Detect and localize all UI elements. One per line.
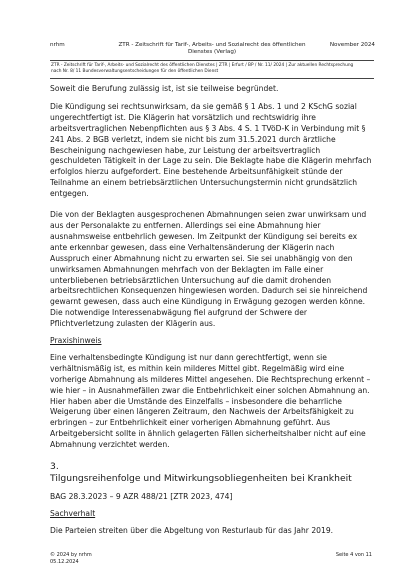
header-journal-title	[118, 42, 306, 56]
paragraph-3: Die von der Beklagten ausgesprochenen Abmahnungen seien zwar unwirksam und aus der Personalakte zu entfernen. Allerdings sei eine Abmahnung hier ausnahmsweise entbehrlich gewesen. Im Zeitpunkt der Kündigung sei bereits ex ante erkennbar gewesen, dass eine Verhaltensänderung der Klägerin nach Ausspruch einer Abmahnung nicht zu erwarten sei. Sie sei unabhängig von den unwirksamen Abmahnungen mehrfach von der Beklagten im Falle einer unterbliebenen betriebsärztlichen Untersuchung auf die damit drohenden arbeitsrechtlichen Konsequenzen hingewiesen worden. Dadurch sei sie hinreichend gewarnt gewesen, dass auch eine Kündigung in Erwägung gezogen werden könne. Die notwendige Interessenabwägung fiel aufgrund der Schwere der Pflichtverletzung zulasten der Klägerin aus.	[50, 210, 368, 329]
praxishinweis-heading: Praxishinweis	[50, 336, 102, 346]
case-reference: BAG 28.3.2023 – 9 AZR 488/21 [ZTR 2023, 474]	[50, 492, 233, 502]
citation-line1: ZTR - Zeitschrift für Tarif-, Arbeits- und Sozialrecht des öffentlichen Dienstes | ZTR | Erfurt / BP / Nr. 11/ 2024 | Zur aktuellen Rechtsprechung	[51, 63, 354, 68]
section-title: Tilgungsreihenfolge und Mitwirkungsobliegenheiten bei Krankheit	[50, 473, 352, 485]
header-journal-line1: ZTR - Zeitschrift für Tarif-, Arbeits- und Sozialrecht des öffentlichen	[118, 42, 306, 48]
citation-line2: nach Nr. 8/ 11 Bundesverwaltungsentscheidungen für den öffentlichen Dienst	[51, 69, 219, 74]
paragraph-2: Die Kündigung sei rechtsunwirksam, da sie gemäß § 1 Abs. 1 und 2 KSchG sozial ungerechtfertigt ist. Die Klägerin hat vorsätzlich und rechtswidrig ihre arbeitsvertraglichen Nebenpflichten aus § 3 Abs. 4 S. 1 TVöD-K in Verbindung mit § 241 Abs. 2 BGB verletzt, indem sie nicht bis zum 31.5.2021 durch ärztliche Bescheinigung nachgewiesen habe, zur Leistung der arbeitsvertraglich geschuldeten Tätigkeit in der Lage zu sein. Die Beklagte habe die Klägerin mehrfach erfolglos hierzu aufgefordert. Eine bestehende Arbeitsunfähigkeit stünde der Teilnahme an einem betriebsärztlichen Untersuchungstermin nicht grundsätzlich entgegen.	[50, 101, 372, 199]
paragraph-1: Soweit die Berufung zulässig ist, ist sie teilweise begründet.	[50, 84, 279, 93]
header-publisher: nrhm	[50, 42, 65, 48]
header-journal-line2: Dienstes (Verlag)	[187, 49, 237, 55]
footer-left	[50, 552, 92, 566]
header-issue-date: November 2024	[329, 42, 375, 48]
citation-box	[50, 60, 374, 79]
sachverhalt-heading: Sachverhalt	[50, 509, 96, 518]
section-number: 3.	[50, 461, 59, 473]
document-body	[50, 84, 372, 547]
paragraph-5: Die Parteien streiten über die Abgeltung von Resturlaub für das Jahr 2019.	[50, 525, 334, 535]
footer-page-number: Seite 4 von 11	[335, 552, 372, 558]
paragraph-4: Eine verhaltensbedingte Kündigung ist nur dann gerechtfertigt, wenn sie verhältnismäßig ist, es mithin kein milderes Mittel gibt. Regelmäßig wird eine vorherige Abmahnung als milderes Mittel angesehen. Die Rechtsprechung erkennt – wie hier – in Ausnahmefällen zwar die Entbehrlichkeit einer solchen Abmahnung an. Hier haben aber die Umstände des Einzelfalls – insbesondere die beharrliche Weigerung über einen längeren Zeitraum, den Nachweis der Arbeitsfähigkeit zu erbringen – zur Entbehrlichkeit einer vorherigen Abmahnung geführt. Aus Arbeitgebersicht sollte in ähnlich gelagerten Fällen sicherheitshalber nicht auf eine Abmahnung verzichtet werden.	[50, 352, 371, 450]
footer-date: 05.12.2024	[50, 559, 79, 565]
footer-copyright: © 2024 by nrhm	[50, 552, 92, 558]
